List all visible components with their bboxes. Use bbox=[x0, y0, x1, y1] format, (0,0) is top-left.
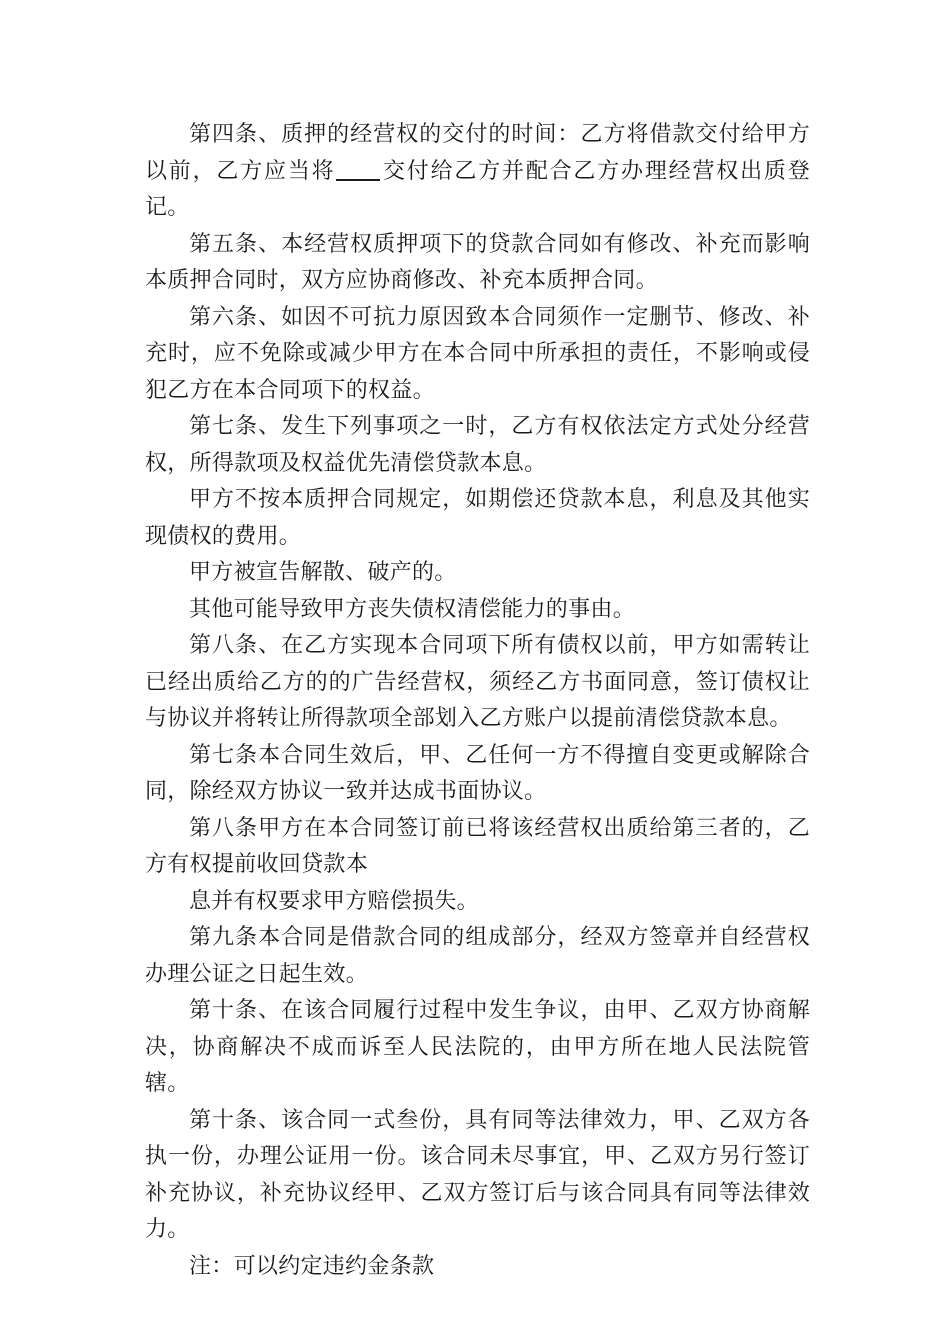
paragraph-article-10-dispute: 第十条、在该合同履行过程中发生争议，由甲、乙双方协商解决，协商解决不成而诉至人民法院的，由甲方所在地人民法院管辖。 bbox=[145, 998, 810, 1096]
paragraph-article-7-effect: 第七条本合同生效后，甲、乙任何一方不得擅自变更或解除合同，除经双方协议一致并达成书面协议。 bbox=[145, 742, 810, 804]
paragraph-article-8: 第八条、在乙方实现本合同项下所有债权以前，甲方如需转让已经出质给乙方的的广告经营权，须经乙方书面同意，签订债权让与协议并将转让所得款项全部划入乙方账户以提前清偿贷款本息。 bbox=[145, 633, 810, 731]
paragraph-article-9: 第九条本合同是借款合同的组成部分，经双方签章并自经营权办理公证之日起生效。 bbox=[145, 925, 810, 987]
document-body bbox=[145, 117, 810, 1285]
paragraph-article-6: 第六条、如因不可抗力原因致本合同须作一定删节、修改、补充时，应不免除或减少甲方在本合同中所承担的责任，不影响或侵犯乙方在本合同项下的权益。 bbox=[145, 304, 810, 403]
paragraph-article-4 bbox=[145, 117, 810, 227]
paragraph-item-3: 其他可能导致甲方丧失债权清偿能力的事由。 bbox=[189, 596, 636, 622]
paragraph-note: 注：可以约定违约金条款 bbox=[189, 1253, 435, 1279]
fill-in-blank bbox=[336, 157, 380, 181]
paragraph-article-8-prior-pledge: 第八条甲方在本合同签订前已将该经营权出质给第三者的，乙方有权提前收回贷款本 bbox=[145, 815, 810, 877]
paragraph-article-4-part-2: 交付给乙方并配合乙方办理经营权出质登记。 bbox=[145, 158, 810, 220]
paragraph-article-4-part-1: 第四条、质押的经营权的交付的时间：乙方将借款交付给甲方以前，乙方应当将 bbox=[145, 122, 810, 184]
paragraph-article-7: 第七条、发生下列事项之一时，乙方有权依法定方式处分经营权，所得款项及权益优先清偿贷款本息。 bbox=[145, 414, 810, 476]
paragraph-article-8-continued: 息并有权要求甲方赔偿损失。 bbox=[189, 888, 479, 914]
paragraph-article-5: 第五条、本经营权质押项下的贷款合同如有修改、补充而影响本质押合同时，双方应协商修改、补充本质押合同。 bbox=[145, 231, 810, 293]
paragraph-article-10-copies: 第十条、该合同一式叁份，具有同等法律效力，甲、乙双方各执一份，办理公证用一份。该合同未尽事宜，甲、乙双方另行签订补充协议，补充协议经甲、乙双方签订后与该合同具有同等法律效力。 bbox=[145, 1107, 810, 1242]
paragraph-item-2: 甲方被宣告解散、破产的。 bbox=[189, 560, 457, 585]
paragraph-item-1: 甲方不按本质押合同规定，如期偿还贷款本息，利息及其他实现债权的费用。 bbox=[145, 487, 810, 549]
